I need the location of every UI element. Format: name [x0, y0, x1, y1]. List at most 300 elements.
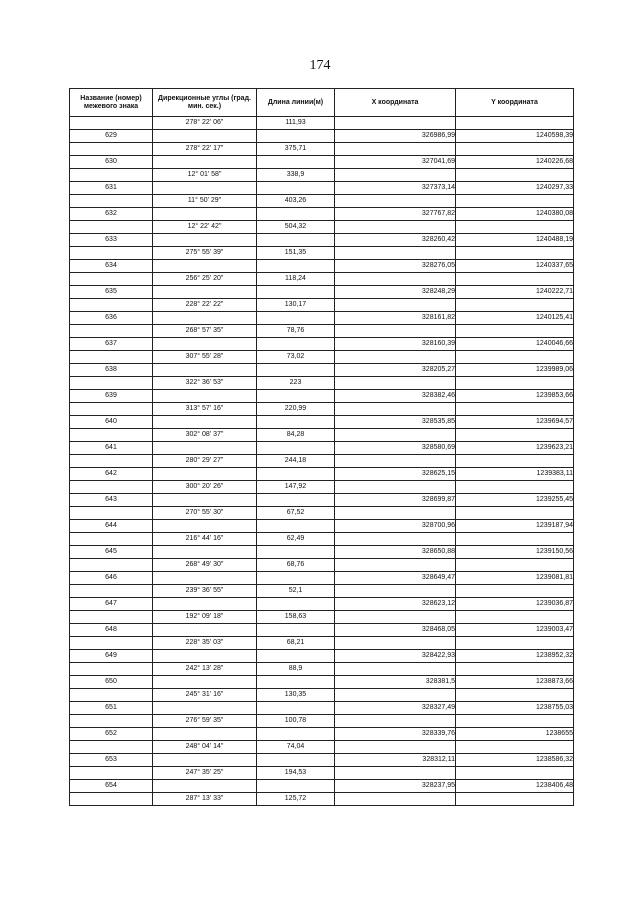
- y-coordinate-cell: 1240337,65: [456, 260, 574, 273]
- line-length-cell: [257, 442, 335, 455]
- bearing-angle-cell: 307° 55' 28": [153, 351, 257, 364]
- mark-name-cell: [70, 663, 153, 676]
- table-row: [70, 689, 574, 702]
- mark-name-cell: [70, 637, 153, 650]
- line-length-cell: 158,63: [257, 611, 335, 624]
- bearing-angle-cell: 12° 22' 42": [153, 221, 257, 234]
- x-coordinate-cell: [335, 481, 456, 494]
- table-row: [70, 572, 574, 585]
- mark-name-cell: 633: [70, 234, 153, 247]
- table-row: [70, 338, 574, 351]
- bearing-angle-cell: [153, 702, 257, 715]
- x-coordinate-cell: 328580,69: [335, 442, 456, 455]
- table-row: [70, 754, 574, 767]
- table-row: [70, 715, 574, 728]
- table-row: [70, 208, 574, 221]
- bearing-angle-cell: [153, 182, 257, 195]
- table-row: [70, 442, 574, 455]
- mark-name-cell: [70, 325, 153, 338]
- y-coordinate-cell: [456, 377, 574, 390]
- line-length-cell: 68,21: [257, 637, 335, 650]
- mark-name-cell: [70, 793, 153, 806]
- y-coordinate-cell: [456, 455, 574, 468]
- x-coordinate-cell: [335, 611, 456, 624]
- y-coordinate-cell: 1239003,47: [456, 624, 574, 637]
- line-length-cell: [257, 754, 335, 767]
- mark-name-cell: 639: [70, 390, 153, 403]
- x-coordinate-cell: 328160,39: [335, 338, 456, 351]
- x-coordinate-cell: 328699,87: [335, 494, 456, 507]
- mark-name-cell: [70, 559, 153, 572]
- table-row: [70, 221, 574, 234]
- line-length-cell: [257, 260, 335, 273]
- mark-name-cell: [70, 117, 153, 130]
- mark-name-cell: 644: [70, 520, 153, 533]
- bearing-angle-cell: 228° 22' 22": [153, 299, 257, 312]
- x-coordinate-cell: 328161,82: [335, 312, 456, 325]
- line-length-cell: 67,52: [257, 507, 335, 520]
- table-header-row: [70, 89, 574, 117]
- bearing-angle-cell: [153, 260, 257, 273]
- bearing-angle-cell: 280° 29' 27": [153, 455, 257, 468]
- mark-name-cell: [70, 169, 153, 182]
- x-coordinate-cell: 328468,05: [335, 624, 456, 637]
- x-coordinate-cell: 328382,46: [335, 390, 456, 403]
- table-row: [70, 585, 574, 598]
- mark-name-cell: 638: [70, 364, 153, 377]
- x-coordinate-cell: [335, 221, 456, 234]
- header-mark-name: Название (номер) межевого знака: [70, 89, 153, 117]
- table-body: [70, 117, 574, 806]
- line-length-cell: [257, 546, 335, 559]
- y-coordinate-cell: 1239383,11: [456, 468, 574, 481]
- line-length-cell: [257, 416, 335, 429]
- table-row: [70, 143, 574, 156]
- bearing-angle-cell: 248° 04' 14": [153, 741, 257, 754]
- line-length-cell: 223: [257, 377, 335, 390]
- mark-name-cell: [70, 507, 153, 520]
- y-coordinate-cell: 1238755,03: [456, 702, 574, 715]
- mark-name-cell: 635: [70, 286, 153, 299]
- mark-name-cell: 642: [70, 468, 153, 481]
- bearing-angle-cell: 242° 13' 28": [153, 663, 257, 676]
- bearing-angle-cell: [153, 234, 257, 247]
- x-coordinate-cell: [335, 663, 456, 676]
- table-row: [70, 429, 574, 442]
- x-coordinate-cell: 328260,42: [335, 234, 456, 247]
- line-length-cell: [257, 208, 335, 221]
- table-row: [70, 325, 574, 338]
- table-row: [70, 793, 574, 806]
- x-coordinate-cell: 328700,96: [335, 520, 456, 533]
- table-row: [70, 559, 574, 572]
- table-row: [70, 637, 574, 650]
- bearing-angle-cell: [153, 156, 257, 169]
- table-row: [70, 702, 574, 715]
- bearing-angle-cell: 192° 09' 18": [153, 611, 257, 624]
- y-coordinate-cell: 1239694,57: [456, 416, 574, 429]
- x-coordinate-cell: [335, 247, 456, 260]
- line-length-cell: 151,35: [257, 247, 335, 260]
- mark-name-cell: [70, 273, 153, 286]
- y-coordinate-cell: 1238873,66: [456, 676, 574, 689]
- line-length-cell: [257, 286, 335, 299]
- mark-name-cell: 648: [70, 624, 153, 637]
- line-length-cell: [257, 572, 335, 585]
- y-coordinate-cell: [456, 299, 574, 312]
- mark-name-cell: [70, 455, 153, 468]
- mark-name-cell: 652: [70, 728, 153, 741]
- table-row: [70, 676, 574, 689]
- y-coordinate-cell: [456, 143, 574, 156]
- bearing-angle-cell: [153, 286, 257, 299]
- mark-name-cell: 650: [70, 676, 153, 689]
- mark-name-cell: 630: [70, 156, 153, 169]
- table-row: [70, 169, 574, 182]
- bearing-angle-cell: [153, 624, 257, 637]
- x-coordinate-cell: 327373,14: [335, 182, 456, 195]
- y-coordinate-cell: [456, 481, 574, 494]
- bearing-angle-cell: [153, 494, 257, 507]
- x-coordinate-cell: 328649,47: [335, 572, 456, 585]
- x-coordinate-cell: [335, 403, 456, 416]
- x-coordinate-cell: [335, 195, 456, 208]
- line-length-cell: 88,9: [257, 663, 335, 676]
- mark-name-cell: 647: [70, 598, 153, 611]
- mark-name-cell: [70, 143, 153, 156]
- table-row: [70, 546, 574, 559]
- bearing-angle-cell: [153, 390, 257, 403]
- y-coordinate-cell: [456, 741, 574, 754]
- y-coordinate-cell: 1238655: [456, 728, 574, 741]
- x-coordinate-cell: 328625,15: [335, 468, 456, 481]
- y-coordinate-cell: [456, 351, 574, 364]
- mark-name-cell: 643: [70, 494, 153, 507]
- line-length-cell: 78,76: [257, 325, 335, 338]
- bearing-angle-cell: 256° 25' 20": [153, 273, 257, 286]
- table-row: [70, 481, 574, 494]
- bearing-angle-cell: 275° 55' 39": [153, 247, 257, 260]
- y-coordinate-cell: 1239150,56: [456, 546, 574, 559]
- y-coordinate-cell: [456, 325, 574, 338]
- line-length-cell: 338,9: [257, 169, 335, 182]
- y-coordinate-cell: [456, 637, 574, 650]
- y-coordinate-cell: [456, 429, 574, 442]
- mark-name-cell: 634: [70, 260, 153, 273]
- mark-name-cell: [70, 403, 153, 416]
- mark-name-cell: 653: [70, 754, 153, 767]
- mark-name-cell: 654: [70, 780, 153, 793]
- x-coordinate-cell: [335, 143, 456, 156]
- boundary-marks-table: [69, 88, 574, 806]
- y-coordinate-cell: 1239187,94: [456, 520, 574, 533]
- table-row: [70, 130, 574, 143]
- table-row: [70, 780, 574, 793]
- table-row: [70, 195, 574, 208]
- mark-name-cell: [70, 351, 153, 364]
- bearing-angle-cell: 278° 22' 06": [153, 117, 257, 130]
- mark-name-cell: 640: [70, 416, 153, 429]
- y-coordinate-cell: 1240488,19: [456, 234, 574, 247]
- y-coordinate-cell: 1239036,87: [456, 598, 574, 611]
- x-coordinate-cell: [335, 715, 456, 728]
- bearing-angle-cell: [153, 364, 257, 377]
- mark-name-cell: [70, 247, 153, 260]
- header-line-length: Длина линии(м): [257, 89, 335, 117]
- mark-name-cell: 629: [70, 130, 153, 143]
- x-coordinate-cell: 328535,85: [335, 416, 456, 429]
- y-coordinate-cell: [456, 611, 574, 624]
- line-length-cell: [257, 494, 335, 507]
- y-coordinate-cell: 1240297,33: [456, 182, 574, 195]
- line-length-cell: [257, 520, 335, 533]
- bearing-angle-cell: [153, 468, 257, 481]
- line-length-cell: 84,28: [257, 429, 335, 442]
- x-coordinate-cell: 328327,49: [335, 702, 456, 715]
- table-row: [70, 247, 574, 260]
- bearing-angle-cell: 300° 20' 26": [153, 481, 257, 494]
- bearing-angle-cell: 245° 31' 16": [153, 689, 257, 702]
- bearing-angle-cell: 287° 13' 33": [153, 793, 257, 806]
- mark-name-cell: [70, 585, 153, 598]
- y-coordinate-cell: [456, 559, 574, 572]
- x-coordinate-cell: 327041,69: [335, 156, 456, 169]
- mark-name-cell: 646: [70, 572, 153, 585]
- x-coordinate-cell: 328339,76: [335, 728, 456, 741]
- table-row: [70, 767, 574, 780]
- x-coordinate-cell: 328248,29: [335, 286, 456, 299]
- mark-name-cell: [70, 429, 153, 442]
- bearing-angle-cell: 302° 08' 37": [153, 429, 257, 442]
- mark-name-cell: [70, 195, 153, 208]
- x-coordinate-cell: [335, 377, 456, 390]
- bearing-angle-cell: [153, 312, 257, 325]
- table-row: [70, 299, 574, 312]
- y-coordinate-cell: [456, 767, 574, 780]
- table-row: [70, 364, 574, 377]
- y-coordinate-cell: [456, 403, 574, 416]
- line-length-cell: [257, 780, 335, 793]
- x-coordinate-cell: [335, 533, 456, 546]
- table-row: [70, 390, 574, 403]
- table-row: [70, 416, 574, 429]
- mark-name-cell: [70, 481, 153, 494]
- line-length-cell: 111,93: [257, 117, 335, 130]
- y-coordinate-cell: [456, 793, 574, 806]
- mark-name-cell: [70, 299, 153, 312]
- line-length-cell: [257, 468, 335, 481]
- mark-name-cell: 641: [70, 442, 153, 455]
- line-length-cell: 244,18: [257, 455, 335, 468]
- x-coordinate-cell: 327767,82: [335, 208, 456, 221]
- x-coordinate-cell: 328205,27: [335, 364, 456, 377]
- table-row: [70, 507, 574, 520]
- y-coordinate-cell: 1239623,21: [456, 442, 574, 455]
- y-coordinate-cell: [456, 273, 574, 286]
- bearing-angle-cell: 276° 59' 35": [153, 715, 257, 728]
- line-length-cell: [257, 312, 335, 325]
- y-coordinate-cell: 1238952,32: [456, 650, 574, 663]
- line-length-cell: 403,26: [257, 195, 335, 208]
- x-coordinate-cell: [335, 741, 456, 754]
- bearing-angle-cell: [153, 572, 257, 585]
- header-y-coordinate: Y координата: [456, 89, 574, 117]
- bearing-angle-cell: 11° 50' 29": [153, 195, 257, 208]
- y-coordinate-cell: 1238586,32: [456, 754, 574, 767]
- bearing-angle-cell: 322° 36' 53": [153, 377, 257, 390]
- x-coordinate-cell: [335, 559, 456, 572]
- line-length-cell: 100,78: [257, 715, 335, 728]
- table-row: [70, 663, 574, 676]
- line-length-cell: [257, 364, 335, 377]
- x-coordinate-cell: [335, 507, 456, 520]
- y-coordinate-cell: [456, 247, 574, 260]
- table-row: [70, 273, 574, 286]
- x-coordinate-cell: [335, 273, 456, 286]
- x-coordinate-cell: 328276,05: [335, 260, 456, 273]
- line-length-cell: 68,76: [257, 559, 335, 572]
- line-length-cell: [257, 338, 335, 351]
- x-coordinate-cell: [335, 299, 456, 312]
- table-row: [70, 117, 574, 130]
- y-coordinate-cell: 1240222,71: [456, 286, 574, 299]
- bearing-angle-cell: 239° 36' 55": [153, 585, 257, 598]
- y-coordinate-cell: 1239081,81: [456, 572, 574, 585]
- line-length-cell: 73,02: [257, 351, 335, 364]
- bearing-angle-cell: 278° 22' 17": [153, 143, 257, 156]
- x-coordinate-cell: 328650,88: [335, 546, 456, 559]
- table-row: [70, 286, 574, 299]
- y-coordinate-cell: 1240598,39: [456, 130, 574, 143]
- bearing-angle-cell: 270° 55' 30": [153, 507, 257, 520]
- mark-name-cell: [70, 533, 153, 546]
- mark-name-cell: [70, 377, 153, 390]
- table-row: [70, 611, 574, 624]
- bearing-angle-cell: 268° 49' 30": [153, 559, 257, 572]
- line-length-cell: [257, 624, 335, 637]
- y-coordinate-cell: [456, 169, 574, 182]
- y-coordinate-cell: 1240125,41: [456, 312, 574, 325]
- table-row: [70, 403, 574, 416]
- x-coordinate-cell: [335, 585, 456, 598]
- bearing-angle-cell: 268° 57' 35": [153, 325, 257, 338]
- y-coordinate-cell: 1239255,45: [456, 494, 574, 507]
- mark-name-cell: 651: [70, 702, 153, 715]
- line-length-cell: [257, 156, 335, 169]
- bearing-angle-cell: 216° 44' 16": [153, 533, 257, 546]
- x-coordinate-cell: [335, 351, 456, 364]
- x-coordinate-cell: 328422,93: [335, 650, 456, 663]
- bearing-angle-cell: [153, 442, 257, 455]
- y-coordinate-cell: [456, 221, 574, 234]
- bearing-angle-cell: [153, 754, 257, 767]
- line-length-cell: [257, 702, 335, 715]
- mark-name-cell: [70, 689, 153, 702]
- mark-name-cell: 632: [70, 208, 153, 221]
- mark-name-cell: 645: [70, 546, 153, 559]
- bearing-angle-cell: [153, 208, 257, 221]
- mark-name-cell: [70, 715, 153, 728]
- line-length-cell: 125,72: [257, 793, 335, 806]
- line-length-cell: 74,04: [257, 741, 335, 754]
- y-coordinate-cell: [456, 585, 574, 598]
- table-row: [70, 650, 574, 663]
- line-length-cell: [257, 676, 335, 689]
- bearing-angle-cell: 228° 35' 03": [153, 637, 257, 650]
- mark-name-cell: [70, 611, 153, 624]
- table-row: [70, 533, 574, 546]
- table-row: [70, 260, 574, 273]
- line-length-cell: 147,92: [257, 481, 335, 494]
- x-coordinate-cell: [335, 455, 456, 468]
- line-length-cell: [257, 728, 335, 741]
- table-row: [70, 234, 574, 247]
- mark-name-cell: [70, 741, 153, 754]
- x-coordinate-cell: [335, 767, 456, 780]
- table-row: [70, 156, 574, 169]
- y-coordinate-cell: 1240046,66: [456, 338, 574, 351]
- y-coordinate-cell: [456, 689, 574, 702]
- line-length-cell: [257, 234, 335, 247]
- line-length-cell: [257, 182, 335, 195]
- header-bearing-angle: Дирекционные углы (град. мин. сек.): [153, 89, 257, 117]
- mark-name-cell: 636: [70, 312, 153, 325]
- bearing-angle-cell: 12° 01' 58": [153, 169, 257, 182]
- table-row: [70, 624, 574, 637]
- bearing-angle-cell: 313° 57' 16": [153, 403, 257, 416]
- y-coordinate-cell: [456, 117, 574, 130]
- bearing-angle-cell: [153, 130, 257, 143]
- table-row: [70, 520, 574, 533]
- y-coordinate-cell: [456, 195, 574, 208]
- line-length-cell: [257, 130, 335, 143]
- bearing-angle-cell: [153, 546, 257, 559]
- line-length-cell: 118,24: [257, 273, 335, 286]
- y-coordinate-cell: [456, 663, 574, 676]
- table-row: [70, 494, 574, 507]
- x-coordinate-cell: [335, 169, 456, 182]
- mark-name-cell: [70, 221, 153, 234]
- y-coordinate-cell: 1239853,66: [456, 390, 574, 403]
- bearing-angle-cell: 247° 35' 25": [153, 767, 257, 780]
- bearing-angle-cell: [153, 780, 257, 793]
- mark-name-cell: 649: [70, 650, 153, 663]
- table-row: [70, 455, 574, 468]
- header-x-coordinate: X координата: [335, 89, 456, 117]
- page-number: 174: [309, 58, 331, 73]
- y-coordinate-cell: [456, 507, 574, 520]
- line-length-cell: [257, 650, 335, 663]
- x-coordinate-cell: [335, 325, 456, 338]
- table-row: [70, 377, 574, 390]
- line-length-cell: [257, 598, 335, 611]
- y-coordinate-cell: 1238406,48: [456, 780, 574, 793]
- bearing-angle-cell: [153, 520, 257, 533]
- bearing-angle-cell: [153, 598, 257, 611]
- mark-name-cell: 631: [70, 182, 153, 195]
- y-coordinate-cell: 1239989,06: [456, 364, 574, 377]
- line-length-cell: 130,17: [257, 299, 335, 312]
- x-coordinate-cell: 328312,11: [335, 754, 456, 767]
- y-coordinate-cell: 1240380,08: [456, 208, 574, 221]
- line-length-cell: 220,99: [257, 403, 335, 416]
- table-row: [70, 182, 574, 195]
- y-coordinate-cell: [456, 533, 574, 546]
- y-coordinate-cell: [456, 715, 574, 728]
- y-coordinate-cell: 1240226,68: [456, 156, 574, 169]
- table-row: [70, 598, 574, 611]
- table-row: [70, 312, 574, 325]
